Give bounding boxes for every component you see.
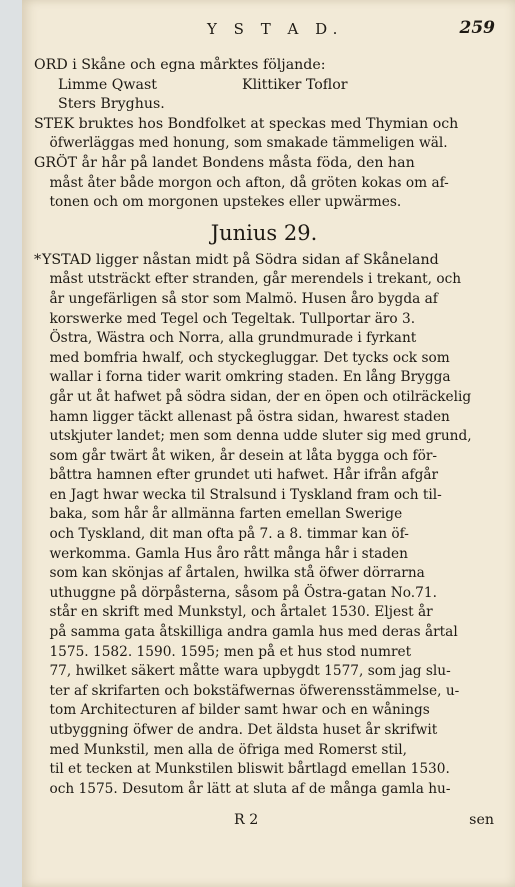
text-line: med Munkstil, men alla de öfriga med Romerst stil, xyxy=(49,741,407,758)
paragraph-ystad xyxy=(34,251,494,800)
text-line-content: YSTAD ligger nåstan midt på Södra sidan af Skåneland xyxy=(42,251,439,268)
running-title: Y S T A D. xyxy=(207,20,344,38)
text-line: och Tyskland, dit man ofta på 7. a 8. timmar kan öf- xyxy=(49,526,409,543)
book-page xyxy=(22,0,515,887)
page-body xyxy=(34,56,494,799)
running-header xyxy=(22,18,515,42)
text-line: 77, hwilket säkert måtte wara upbygdt 1577, som jag slu- xyxy=(49,663,451,680)
date-heading: Junius 29. xyxy=(210,220,318,245)
text-line: år ungefärligen så stor som Malmö. Husen åro bygda af xyxy=(49,290,438,307)
text-line: wallar i forna tider warit omkring staden. En lång Brygga xyxy=(49,369,451,386)
term-row xyxy=(34,95,494,115)
text-line: båttra hamnen efter grundet uti hafwet. Hår ifrån afgår xyxy=(49,467,439,484)
text-line: Östra, Wästra och Norra, alla grundmurade i fyrkant xyxy=(49,330,417,347)
text-line: baka, som hår år allmänna farten emellan Swerige xyxy=(49,506,403,523)
term-klittiker-toflor: Klittiker Toflor xyxy=(242,76,348,93)
text-line: på samma gata åtskilliga andra gamla hus med deras årtal xyxy=(49,624,458,641)
scan-margin xyxy=(0,0,22,887)
text-line: werkomma. Gamla Hus åro rått många hår i staden xyxy=(49,545,408,562)
text-line: STEK bruktes hos Bondfolket at speckas med Thymian och xyxy=(34,115,459,132)
text-line: och 1575. Desutom år lätt at sluta af de många gamla hu- xyxy=(49,780,451,797)
text-line: måst utsträckt efter stranden, går merendels i trekant, och xyxy=(49,271,462,288)
text-line: utskjuter landet; men som denna udde sluter sig med grund, xyxy=(49,428,472,445)
text-line: 1575. 1582. 1590. 1595; men på et hus stod numret xyxy=(49,643,412,660)
text-line: öfwerläggas med honung, som smakade tämmeligen wäl. xyxy=(49,135,448,152)
text-line: uthuggne på dörpåsterna, såsom på Östra-gatan No.71. xyxy=(49,584,437,601)
text-line: med bomfria hwalf, och styckegluggar. Det tycks ock som xyxy=(49,349,450,366)
text-line: GRÖT år hår på landet Bondens måsta föda, den han xyxy=(34,154,415,171)
text-line: til et tecken at Munkstilen bliswit bårtlagd emellan 1530. xyxy=(49,761,450,778)
text-line: som kan skönjas af årtalen, hwilka stå öfwer dörrarna xyxy=(49,565,425,582)
text-line: står en skrift med Munkstyl, och årtalet 1530. Eljest år xyxy=(49,604,433,621)
text-line: måst åter både morgon och afton, då gröten kokas om af- xyxy=(49,174,449,191)
text-line: hamn ligger täckt allenast på östra sidan, hwarest staden xyxy=(49,408,450,425)
paragraph-ord xyxy=(34,56,494,115)
text-line: en Jagt hwar wecka til Stralsund i Tyskland fram och til- xyxy=(49,486,442,503)
text-line: korswerke med Tegel och Tegeltak. Tullportar äro 3. xyxy=(49,310,416,327)
signature-mark: R 2 xyxy=(234,812,259,828)
text-line: utbyggning öfwer de andra. Det äldsta huset år skrifwit xyxy=(49,722,438,738)
page-footer xyxy=(34,812,494,842)
term-row xyxy=(34,76,494,96)
text-line: ORD i Skåne och egna mårktes följande: xyxy=(34,57,326,73)
text-line xyxy=(34,251,494,271)
term-limme-qwast: Limme Qwast xyxy=(58,76,157,93)
text-line: ter af skrifarten och bokstäfwernas öfwerensstämmelse, u- xyxy=(49,682,460,699)
text-line: går ut åt hafwet på södra sidan, der en öpen och otilräckelig xyxy=(49,388,472,405)
text-line: tom Architecturen af bilder samt hwar och en wånings xyxy=(49,702,430,719)
paragraph-stek xyxy=(34,115,494,154)
catchword: sen xyxy=(469,812,494,828)
paragraph-grot xyxy=(34,154,494,213)
term-sters-bryghus: Sters Bryghus. xyxy=(58,96,165,113)
text-line: tonen och om morgonen upstekes eller upwärmes. xyxy=(49,194,402,211)
page-number: 259 xyxy=(459,18,495,38)
asterisk-marker: * xyxy=(34,251,42,268)
text-line: som går twärt åt wiken, år desein at låta bygga och för- xyxy=(49,447,438,464)
